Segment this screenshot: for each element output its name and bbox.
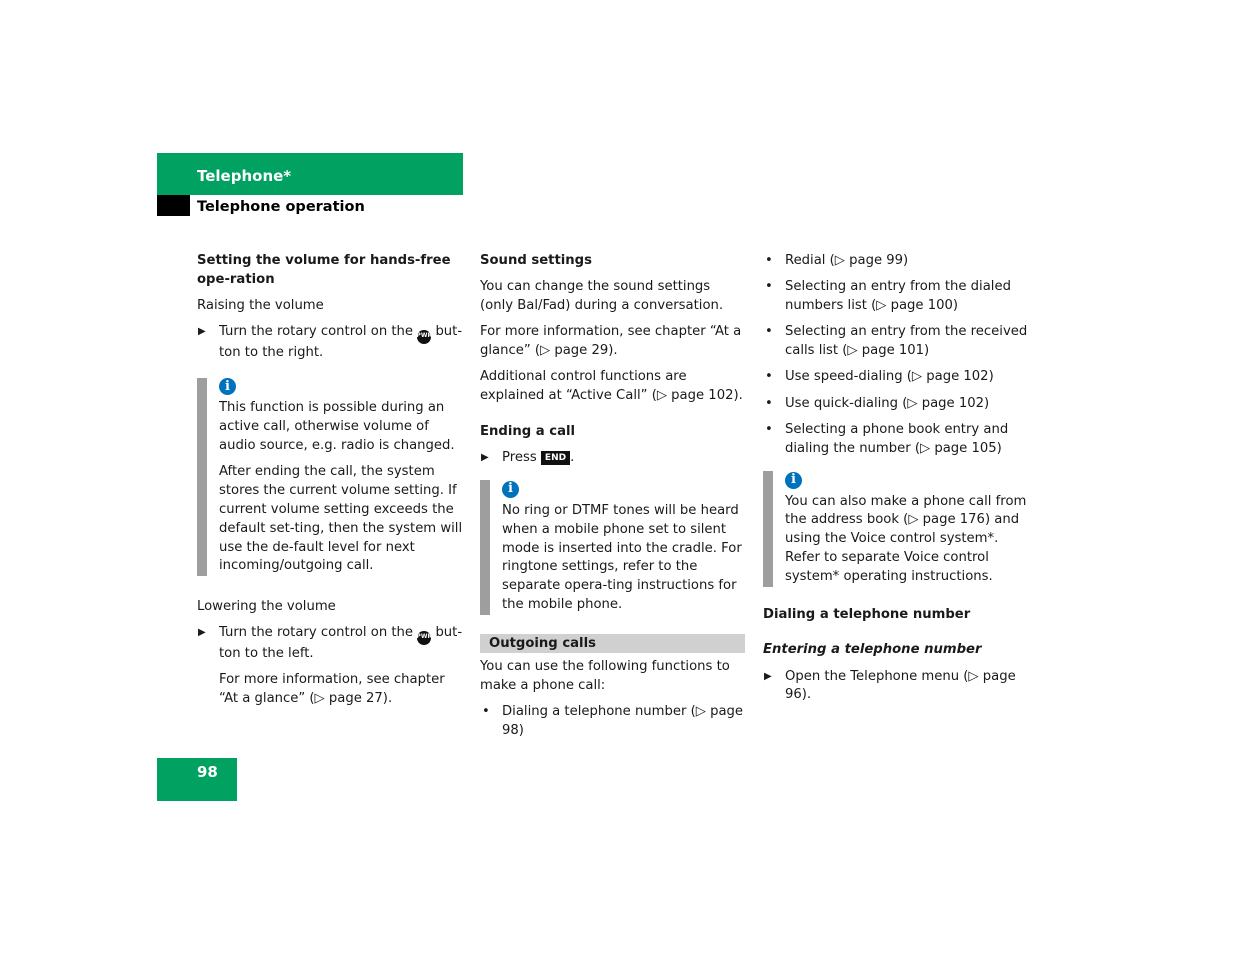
- step-raise-volume: ▶ Turn the rotary control on the PWR but-ton to the right.: [198, 324, 463, 360]
- info-box-address-book: [763, 471, 1028, 587]
- arrow-right-icon: ▶: [481, 452, 489, 464]
- list-item: • Selecting an entry from the received calls list (▷ page 101): [765, 324, 1028, 359]
- chapter-title: Telephone*: [197, 167, 292, 185]
- list-item: • Dialing a telephone number (▷ page 98): [482, 703, 744, 738]
- raising-volume-label: Raising the volume: [197, 298, 324, 314]
- bullet-dot: •: [765, 422, 773, 438]
- info-text: You can also make a phone call from the address book (▷ page 176) and using the Voice control system*. Refer to separate Voice control system* operating instructions.: [785, 493, 1027, 584]
- arrow-right-icon: ▶: [198, 627, 206, 639]
- bullet-dot: •: [765, 395, 773, 411]
- list-item: • Selecting a phone book entry and dialing the number (▷ page 105): [765, 422, 1009, 456]
- column-3: [763, 252, 1028, 713]
- entering-heading: Entering a telephone number: [763, 642, 982, 658]
- paragraph: For more information, see chapter “At a glance” (▷ page 29).: [480, 324, 742, 359]
- info-icon: i: [219, 378, 236, 395]
- column-1: [197, 252, 463, 716]
- paragraph: You can change the sound settings (only Bal/Fad) during a conversation.: [480, 279, 724, 314]
- step-lower-volume: ▶ Turn the rotary control on the PWR but-ton to the left.: [198, 625, 463, 661]
- column-2: [480, 252, 745, 748]
- section-title: Telephone operation: [197, 199, 365, 215]
- list-item: • Selecting an entry from the dialed numbers list (▷ page 100): [765, 279, 1011, 314]
- info-text: This function is possible during an active call, otherwise volume of audio source, e.g. radio is changed.: [219, 400, 455, 454]
- info-bar: [480, 480, 490, 615]
- bullet-dot: •: [765, 253, 773, 268]
- outgoing-calls-heading: Outgoing calls: [480, 634, 745, 653]
- page-number: 98: [197, 763, 218, 781]
- list-item: • Use speed-dialing (▷ page 102): [763, 368, 1028, 387]
- paragraph: Additional control functions are explained at “Active Call” (▷ page 102).: [480, 369, 743, 404]
- info-text: After ending the call, the system stores the current volume setting. If current volume setting exceeds the default set-ting, then the system will use the de-fault level for next incoming/outgoing call.: [219, 464, 463, 574]
- ending-call-heading: Ending a call: [480, 424, 576, 440]
- pwr-button-icon: PWR: [417, 330, 431, 344]
- info-bar: [197, 378, 207, 577]
- pwr-button-icon: PWR: [417, 631, 431, 645]
- header-black-marker: [157, 195, 190, 216]
- info-box-ringtone: [480, 480, 745, 615]
- arrow-right-icon: ▶: [764, 670, 772, 682]
- bullet-dot: •: [765, 369, 773, 385]
- arrow-right-icon: ▶: [198, 326, 206, 338]
- lowering-volume-label: Lowering the volume: [197, 599, 336, 615]
- more-info-text: For more information, see chapter “At a glance” (▷ page 27).: [219, 672, 445, 706]
- list-item: • Redial (▷ page 99): [763, 252, 1028, 271]
- sound-settings-heading: Sound settings: [480, 253, 592, 268]
- info-text: No ring or DTMF tones will be heard when a mobile phone set to silent mode is inserted into the cradle. For ringtone settings, refer to the separate opera-ting instructions for the mobile phone.: [502, 503, 742, 613]
- volume-heading: Setting the volume for hands-free ope-ration: [197, 253, 451, 287]
- list-item: • Use quick-dialing (▷ page 102): [763, 395, 1028, 414]
- dialing-heading: Dialing a telephone number: [763, 606, 971, 622]
- info-icon: i: [502, 481, 519, 498]
- info-bar: [763, 471, 773, 587]
- bullet-dot: •: [765, 324, 773, 340]
- end-button-icon: END: [541, 451, 570, 465]
- info-box-volume: [197, 378, 463, 577]
- bullet-dot: •: [765, 279, 773, 295]
- step-end-call: ▶ Press END .: [480, 449, 745, 468]
- info-icon: i: [785, 472, 802, 489]
- paragraph: You can use the following functions to make a phone call:: [480, 658, 730, 693]
- step-open-menu: ▶ Open the Telephone menu (▷ page 96).: [764, 668, 1016, 703]
- bullet-dot: •: [482, 703, 490, 719]
